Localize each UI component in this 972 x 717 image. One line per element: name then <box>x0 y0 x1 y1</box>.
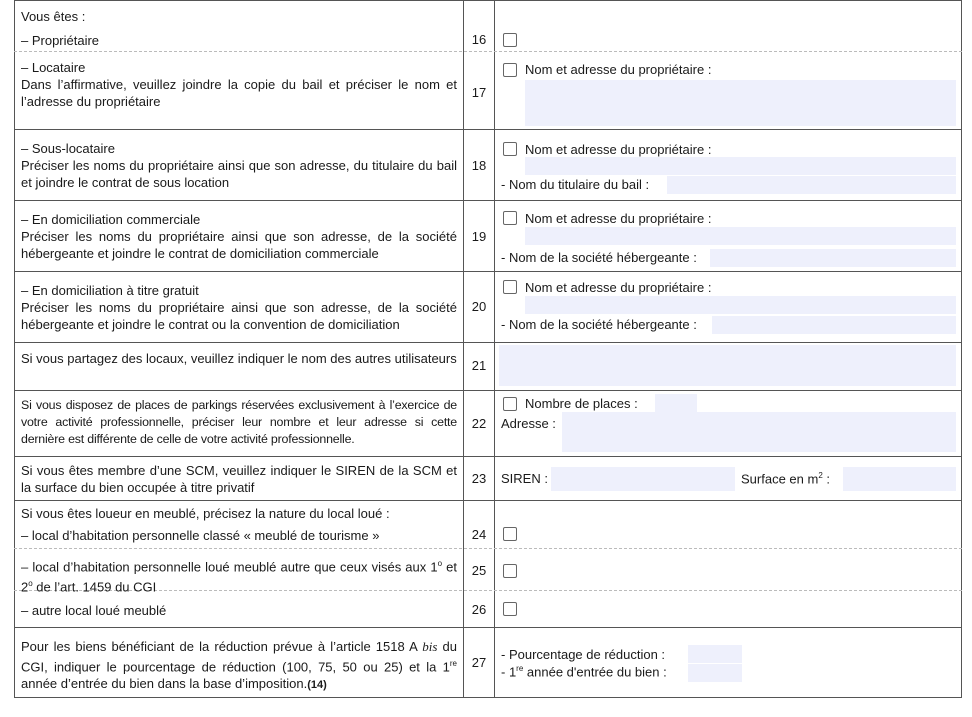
row18-owner-label: Nom et adresse du propriétaire : <box>525 142 712 157</box>
row22-places-label: Nombre de places : <box>525 396 638 411</box>
row24-number: 24 <box>471 527 487 542</box>
intro-text: Vous êtes : <box>21 9 86 24</box>
proprietaire-checkbox[interactable] <box>503 33 517 47</box>
row-border <box>14 200 962 201</box>
row23-surface-field[interactable] <box>843 467 956 491</box>
row26-label: – autre local loué meublé <box>21 603 167 618</box>
row20-owner-field[interactable] <box>525 296 956 314</box>
row18-holder-label: - Nom du titulaire du bail : <box>501 177 650 192</box>
row16-label: – Propriétaire <box>21 33 100 48</box>
row20-host-label: - Nom de la société hébergeante : <box>501 317 697 332</box>
row-border <box>14 271 962 272</box>
row23-surface-label: Surface en $m^2$ : <box>741 471 831 487</box>
row-border <box>14 0 962 1</box>
meuble-autre-habitation-checkbox[interactable] <box>503 564 517 578</box>
row16-number: 16 <box>471 32 487 47</box>
row20-number: 20 <box>471 299 487 314</box>
row17-title: – Locataire <box>21 60 86 75</box>
row22-places-field[interactable] <box>655 394 697 412</box>
row22-address-field[interactable] <box>562 412 956 452</box>
row27-number: 27 <box>471 655 487 670</box>
row21-users-field[interactable] <box>499 345 956 386</box>
row19-host-field[interactable] <box>710 249 956 267</box>
row22-desc: Si vous disposez de places de parkings réservées exclusivement à l’exercice de votre activité professionnelle, préciser leur nombre et leur adresse si cette dernière est différente de celle de votre activité professionnelle. <box>21 398 457 446</box>
row-border <box>14 500 962 501</box>
row-border <box>14 390 962 391</box>
meuble-intro: Si vous êtes loueur en meublé, précisez la nature du local loué : <box>21 506 390 521</box>
row23-desc: Si vous êtes membre d’une SCM, veuillez indiquer le SIREN de la SCM et la surface du bien occupée à titre privatif <box>21 463 457 495</box>
row20-desc: Préciser les noms du propriétaire ainsi que son adresse, de la société hébergeante et joindre le contrat ou la convention de domiciliation <box>21 300 457 332</box>
row27-year-label: - 1re année d'entrée du bien : <box>501 664 667 680</box>
row22-number: 22 <box>471 416 487 431</box>
row27-year-field[interactable] <box>688 664 742 682</box>
footnote-ref: (14) <box>307 679 327 692</box>
autre-local-meuble-checkbox[interactable] <box>503 602 517 616</box>
row22-address-label: Adresse : <box>501 416 556 431</box>
row27-percent-field[interactable] <box>688 645 742 663</box>
row18-owner-field[interactable] <box>525 157 956 175</box>
row20-owner-label: Nom et adresse du propriétaire : <box>525 280 712 295</box>
domiciliation-gratuite-checkbox[interactable] <box>503 280 517 294</box>
row26-number: 26 <box>471 602 487 617</box>
row19-owner-label: Nom et adresse du propriétaire : <box>525 211 712 226</box>
row17-owner-field[interactable] <box>525 80 956 126</box>
row20-title: – En domiciliation à titre gratuit <box>21 283 199 298</box>
sub-divider <box>14 548 962 549</box>
row19-owner-field[interactable] <box>525 227 956 245</box>
row18-holder-field[interactable] <box>667 176 956 194</box>
row27-desc: Pour les biens bénéficiant de la réduction prévue à l’article 1518 A bis du CGI, indiquer le pourcentage de réduction (100, 75, 50 ou 25) et la 1re année d’entrée du bien dans la base d’imposition.(14) <box>21 639 457 692</box>
row20-host-field[interactable] <box>712 316 956 334</box>
row25-number: 25 <box>471 563 487 578</box>
row18-text <box>21 140 457 191</box>
row-border <box>14 627 962 628</box>
row17-number: 17 <box>471 85 487 100</box>
row17-owner-label: Nom et adresse du propriétaire : <box>525 62 712 77</box>
parking-checkbox[interactable] <box>503 397 517 411</box>
column-divider <box>494 0 495 698</box>
row20-text <box>21 282 457 333</box>
row-border <box>14 456 962 457</box>
row19-title: – En domiciliation commerciale <box>21 212 201 227</box>
row24-label: – local d’habitation personnelle classé « meublé de tourisme » <box>21 528 380 543</box>
column-divider <box>463 0 464 698</box>
row23-siren-label: SIREN : <box>501 471 548 486</box>
meuble-tourisme-checkbox[interactable] <box>503 527 517 541</box>
row23-siren-field[interactable] <box>551 467 735 491</box>
row18-title: – Sous-locataire <box>21 141 115 156</box>
row27-percent-label: - Pourcentage de réduction : <box>501 647 666 662</box>
row25-label: – local d’habitation personnelle loué meublé autre que ceux visés aux 1$^o$ et 2$^o$ de l’art. 1459 du CGI <box>21 559 457 595</box>
domiciliation-commerciale-checkbox[interactable] <box>503 211 517 225</box>
row19-text <box>21 211 457 262</box>
row18-desc: Préciser les noms du propriétaire ainsi que son adresse, du titulaire du bail et joindre le contrat de sous location <box>21 158 457 190</box>
row21-number: 21 <box>471 358 487 373</box>
sous-locataire-checkbox[interactable] <box>503 142 517 156</box>
row19-desc: Préciser les noms du propriétaire ainsi que son adresse, de la société hébergeante et joindre le contrat de domiciliation commerciale <box>21 229 457 261</box>
sub-divider <box>14 51 962 52</box>
row19-host-label: - Nom de la société hébergeante : <box>501 250 697 265</box>
row23-number: 23 <box>471 471 487 486</box>
row17-desc: Dans l’affirmative, veuillez joindre la copie du bail et préciser le nom et l’adresse du propriétaire <box>21 77 457 109</box>
row17-text <box>21 59 457 110</box>
row18-number: 18 <box>471 158 487 173</box>
locataire-checkbox[interactable] <box>503 63 517 77</box>
row21-desc: Si vous partagez des locaux, veuillez indiquer le nom des autres utilisateurs <box>21 351 457 366</box>
row-border <box>14 342 962 343</box>
row-border <box>14 129 962 130</box>
row19-number: 19 <box>471 229 487 244</box>
